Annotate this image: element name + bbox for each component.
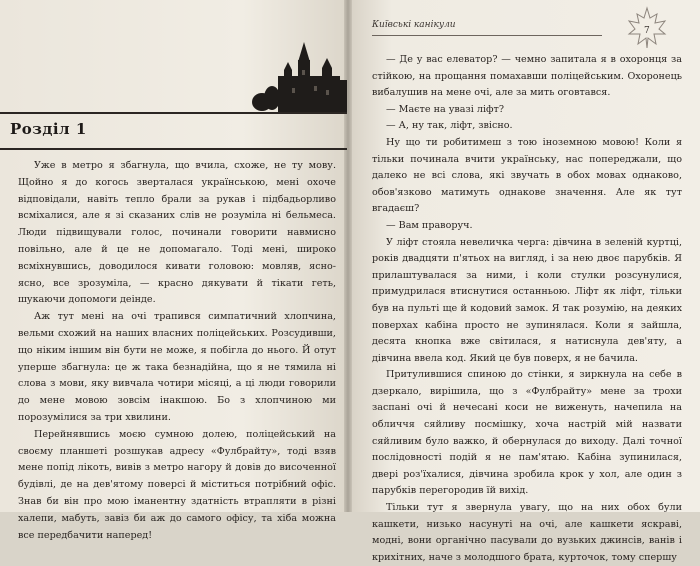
paragraph: Уже в метро я збагнула, що вчила, схоже, не ту мову. Щойно я до когось зверталася українською, мені охоче відповідали, навіть тепло брали за рукав і підбадьорливо всміхалися, але я зі сказаних слів не розуміла ні бельмеса. Люди підвищували голос, починали говорити навмисно повільно, але й це не допомагало. Тоді мені, широко всміхнувшись, доводилося кивати головою: мовляв, ясно-ясно, все зрозуміла, — красно дякувати й тікати геть, шукаючи допомоги деінде. — [18, 160, 336, 306]
paragraph: — Маєте на увазі ліфт? — [386, 103, 504, 115]
paragraph: Притулившися спиною до стінки, я зиркнула на себе в дзеркало, вирішила, що з «Фулбрайту» мене за трохи заспані очі й нечесані коси не виженуть, начепила на обличчя сяйливу посмішку, хоча настрій мій назвати сяйливим було важко, й обернулася до виходу. Далі точної послідовності подій я не пам'ятаю. Кабіна зупинилася, двері роз'їхалися, дівчина зробила крок у хол, але один з парубків перегородив їй вихід. — [372, 369, 682, 497]
castle-illustration — [248, 40, 347, 112]
paragraph: Перейнявшись моєю сумною долею, поліцейський на своєму планшеті розшукав адресу «Фулбрайту», тоді взяв мене попід лікоть, вивів з метро нагору й довів до височенної будівлі, де на дев'ятому поверсі й міститься потрібний офіс. Знав би він про мою іманентну здатність втрапляти в різні халепи, мабуть, завіз би аж до самого офісу, та хіба можна все передбачити наперед! — [18, 428, 336, 541]
paragraph: — А, ну так, ліфт, звісно. — [386, 120, 513, 132]
right-page-body — [372, 52, 682, 566]
paragraph: Аж тут мені на очі трапився симпатичний хлопчина, вельми схожий на наших власних поліцейських. Розсудивши, що ніким іншим він бути не може, я побігла до нього. Й отут уперше збагнула: це ж така безнадійна, що я не тямила ні слова з мови, яку вивчала чотири місяці, а ці люди говорили до мене мовою зовсім інакшою. Бо з хлопчиною ми порозумілися за три хвилини. — [18, 311, 336, 423]
running-header: Київські канікули — [372, 20, 456, 30]
paragraph: Ну що ти робитимеш з тою іноземною мовою! Коли я тільки починала вчити українську, нас попереджали, що далеко не всі слова, які звучать в обох мовах однаково, обов'язково матимуть однакове значення. Але як тут вгадаєш? — [372, 136, 682, 215]
left-page-body — [18, 158, 336, 544]
paragraph: У ліфт стояла невеличка черга: дівчина в зеленій куртці, років двадцяти п'ятьох на вигляд, і за нею двоє парубків. Я прилаштувалася за ними, і коли стулки розсунулися, примудрилася втиснутися останньою. Ліфт як ліфт, тільки був на пульті ще й кодовий замок. Я так розумію, на деяких поверхах кабіна просто не зупинялася. Коли я зайшла, десята кнопка вже світилася, я натиснула дев'яту, а дівчина ввела код. Який це був поверх, я не бачила. — [372, 236, 682, 364]
page-number: 7 — [644, 26, 650, 36]
paragraph: Тільки тут я звернула увагу, що на них обох були кашкети, низько насунуті на очі, але кашкети яскраві, модні, вони органічно пасували до вузьких джинсів, ванів і крихітних, наче з молодшого брата, курточок, тому спершу — [372, 502, 682, 563]
header-rule — [372, 35, 602, 36]
paragraph: — Вам праворуч. — [386, 219, 473, 231]
paragraph: — Де у вас елеватор? — чемно запитала я в охоронця за стійкою, на прощання помахавши поліцейським. Охоронець вибалушив на мене очі, але за мить оговтався. — [372, 54, 682, 99]
chapter-title: Розділ 1 — [10, 120, 87, 138]
